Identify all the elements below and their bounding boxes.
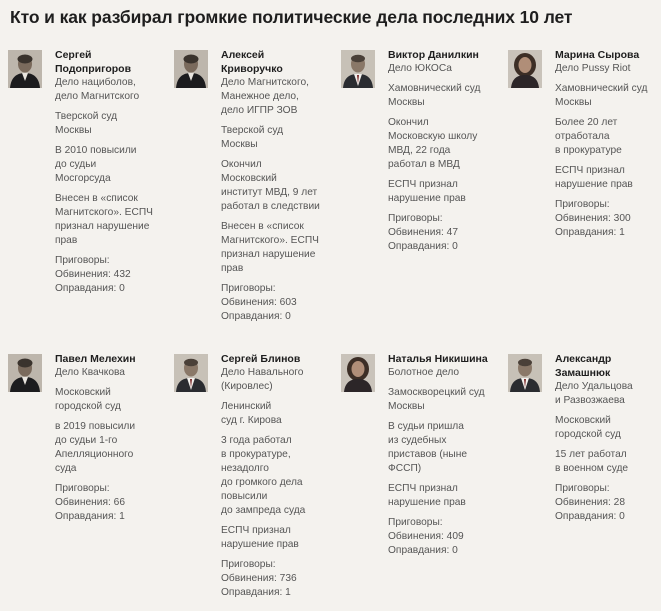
text-line: дело ИГПР ЗОВ [221,105,298,116]
page-title: Кто и как разбирал громкие политические дела последних 10 лет [10,7,573,27]
text-line: Оправдания: 0 [221,311,291,322]
text-line: прав [221,263,244,274]
text-line: дело Магнитского [55,91,140,102]
judge-info [388,48,501,254]
text-line: суда [55,463,77,474]
judge-court [221,124,334,152]
judge-court [55,386,168,414]
text-line: нарушение прав [388,193,466,204]
judge-note [55,420,168,476]
text-line: признал нарушение [55,221,150,232]
text-line: повысили [221,491,268,502]
judge-note [555,448,661,476]
judge-court [555,82,661,110]
judge-note [221,220,334,276]
judge-verdicts [221,282,334,324]
text-line: Виктор Данилкин [388,49,479,61]
text-line: Оправдания: 1 [221,587,291,598]
text-line: Более 20 лет [555,117,618,128]
text-line: Замоскворецкий суд [388,387,485,398]
text-line: МВД, 22 года [388,145,451,156]
text-line: Криворучко [221,63,283,75]
text-line: Дело нациболов, [55,77,136,88]
judge-photo-icon [174,50,208,88]
text-line: ФССП) [388,463,422,474]
judge-info [55,352,168,524]
text-line: Приговоры: [555,199,610,210]
text-line: Мосгорсуда [55,173,111,184]
text-line: Оправдания: 0 [55,283,125,294]
text-line: Сергей Блинов [221,353,301,365]
text-line: Магнитского». ЕСПЧ [221,235,319,246]
judge-name [55,352,168,366]
text-line: 3 года работал [221,435,292,446]
judge-verdicts [221,558,334,600]
judge-info [55,48,168,296]
text-line: Оправдания: 0 [388,545,458,556]
text-line: Обвинения: 28 [555,497,625,508]
text-line: в 2019 повысили [55,421,136,432]
judge-photo-icon [174,354,208,392]
text-line: Александр [555,353,612,365]
text-line: В судьи пришла [388,421,464,432]
text-line: Алексей [221,49,265,61]
text-line: Магнитского». ЕСПЧ [55,207,153,218]
text-line: суд г. Кирова [221,415,282,426]
judge-verdicts [55,482,168,524]
text-line: Москвы [55,125,92,136]
text-line: Обвинения: 66 [55,497,125,508]
text-line: Московский [55,387,111,398]
text-line: Оправдания: 0 [388,241,458,252]
text-line: Апелляционного [55,449,134,460]
text-line: Манежное дело, [221,91,299,102]
text-line: Обвинения: 603 [221,297,297,308]
judge-info [221,352,334,600]
text-line: Приговоры: [221,559,276,570]
judge-note [555,116,661,158]
text-line: Болотное дело [388,367,460,378]
judge-case [555,62,661,76]
text-line: в прокуратуре, [221,449,291,460]
text-line: Московский [555,415,611,426]
text-line: Марина Сырова [555,49,640,61]
text-line: Обвинения: 432 [55,269,131,280]
text-line: ЕСПЧ признал [555,165,625,176]
text-line: Дело Квачкова [55,367,125,378]
judge-name [388,352,501,366]
judge-case [388,62,501,76]
judge-photo-icon [8,50,42,88]
text-line: Приговоры: [388,213,443,224]
text-line: Москвы [388,401,425,412]
judge-note [55,192,168,248]
text-line: Обвинения: 300 [555,213,631,224]
judge-note [55,144,168,186]
text-line: ЕСПЧ признал [221,525,291,536]
judge-name [221,352,334,366]
text-line: ЕСПЧ признал [388,179,458,190]
text-line: ЕСПЧ признал [388,483,458,494]
judge-note [388,178,501,206]
judge-note [388,116,501,172]
judge-note [221,524,334,552]
text-line: Хамовнический суд [388,83,481,94]
text-line: прав [55,235,78,246]
judge-verdicts [388,516,501,558]
judge-verdicts [555,482,661,524]
text-line: Оправдания: 1 [55,511,125,522]
text-line: до судьи 1-го [55,435,118,446]
text-line: Внесен в «список [55,193,138,204]
text-line: в прокуратуре [555,145,622,156]
judge-note [221,434,334,518]
text-line: Приговоры: [55,483,110,494]
text-line: Ленинский [221,401,272,412]
text-line: из судебных [388,435,447,446]
judge-note [388,482,501,510]
judge-info [221,48,334,324]
text-line: Павел Мелехин [55,353,136,365]
text-line: Подопригоров [55,63,132,75]
text-line: Сергей [55,49,92,61]
text-line: Московский [221,173,277,184]
text-line: Приговоры: [55,255,110,266]
judge-name [221,48,334,76]
text-line: нарушение прав [221,539,299,550]
judge-verdicts [55,254,168,296]
text-line: в военном суде [555,463,629,474]
text-line: работал в МВД [388,159,460,170]
judge-photo-icon [341,50,375,88]
text-line: и Развозжаева [555,395,625,406]
judge-note [388,420,501,476]
text-line: отработала [555,131,610,142]
text-line: работал в следствии [221,201,320,212]
judge-court [221,400,334,428]
judge-verdicts [555,198,661,240]
text-line: Хамовнический суд [555,83,648,94]
judge-court [55,110,168,138]
text-line: Замашнюк [555,367,611,379]
judge-info [555,352,661,524]
judge-verdicts [388,212,501,254]
text-line: городской суд [555,429,621,440]
text-line: Тверской суд [221,125,284,136]
text-line: Тверской суд [55,111,118,122]
judge-info [555,48,661,240]
text-line: Дело Удальцова [555,381,633,392]
text-line: Оправдания: 1 [555,227,625,238]
text-line: В 2010 повысили [55,145,137,156]
text-line: Приговоры: [388,517,443,528]
text-line: Приговоры: [555,483,610,494]
judge-photo-icon [341,354,375,392]
text-line: Окончил [388,117,429,128]
text-line: до зампреда суда [221,505,306,516]
text-line: признал нарушение [221,249,316,260]
judge-photo-icon [8,354,42,392]
text-line: до судьи [55,159,97,170]
text-line: Внесен в «список [221,221,304,232]
text-line: Обвинения: 409 [388,531,464,542]
text-line: Москвы [555,97,592,108]
text-line: приставов (ныне [388,449,468,460]
text-line: Обвинения: 47 [388,227,458,238]
judge-photo-icon [508,50,542,88]
judge-case [221,76,334,118]
text-line: Наталья Никишина [388,353,488,365]
text-line: Дело Магнитского, [221,77,309,88]
judge-case [55,76,168,104]
text-line: Москвы [388,97,425,108]
judge-court [388,386,501,414]
judge-name [555,48,661,62]
judge-name [555,352,661,380]
judge-name [388,48,501,62]
text-line: (Кировлес) [221,381,273,392]
judge-note [555,164,661,192]
text-line: Оправдания: 0 [555,511,625,522]
text-line: Окончил [221,159,262,170]
text-line: нарушение прав [555,179,633,190]
judge-court [555,414,661,442]
judge-case [55,366,168,380]
judge-case [555,380,661,408]
judge-case [221,366,334,394]
text-line: нарушение прав [388,497,466,508]
text-line: Дело ЮКОСа [388,63,452,74]
judge-note [221,158,334,214]
text-line: незадолго [221,463,269,474]
text-line: Обвинения: 736 [221,573,297,584]
judge-info [388,352,501,558]
judge-court [388,82,501,110]
text-line: до громкого дела [221,477,303,488]
text-line: Московскую школу [388,131,478,142]
text-line: Москвы [221,139,258,150]
text-line: Приговоры: [221,283,276,294]
text-line: 15 лет работал [555,449,627,460]
judge-photo-icon [508,354,542,392]
judge-case [388,366,501,380]
text-line: городской суд [55,401,121,412]
text-line: институт МВД, 9 лет [221,187,318,198]
text-line: Дело Навального [221,367,304,378]
judge-name [55,48,168,76]
text-line: Дело Pussy Riot [555,63,631,74]
